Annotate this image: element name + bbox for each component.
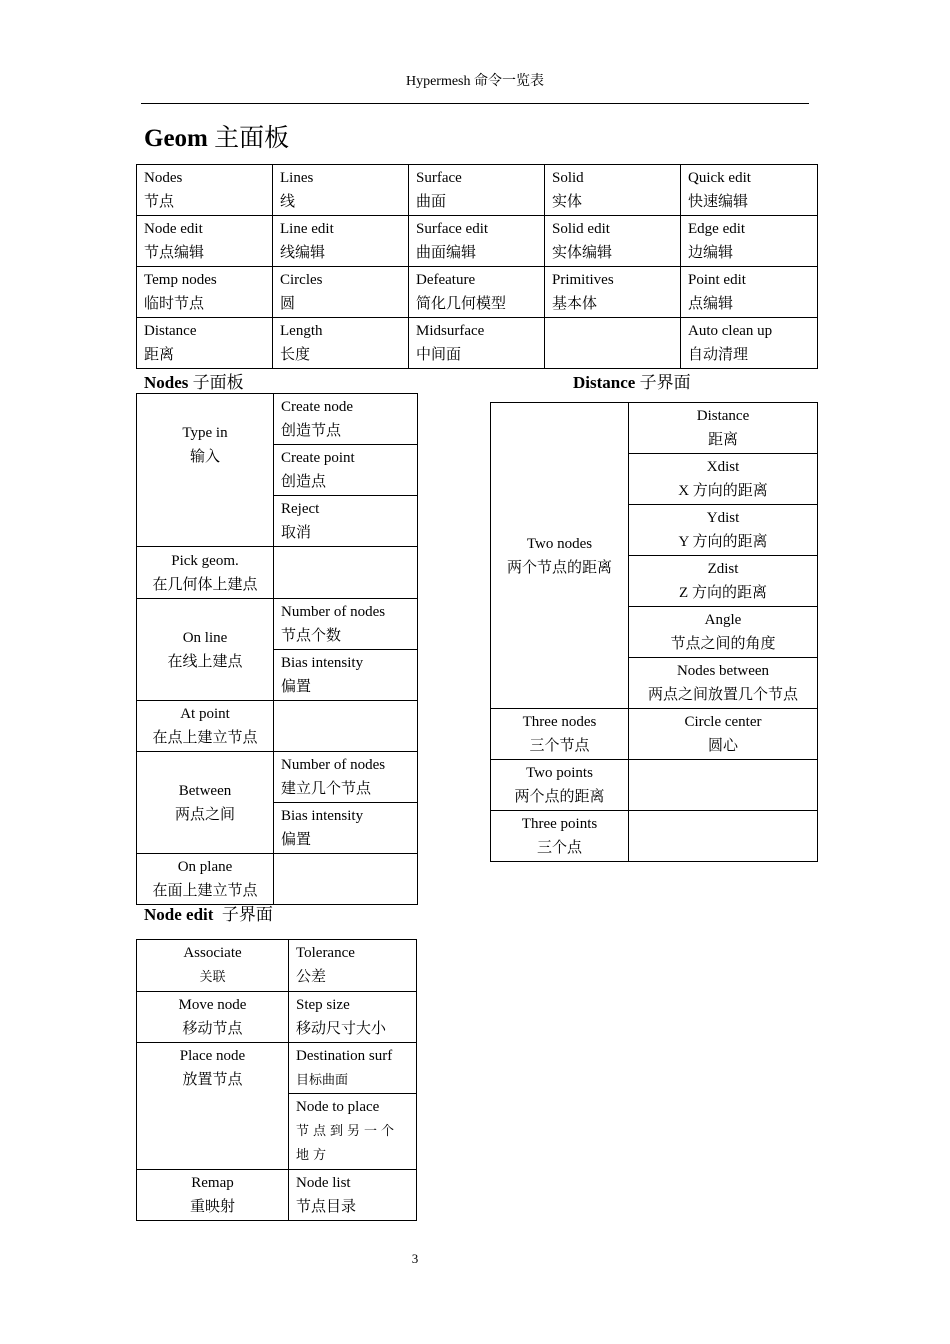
cell-text: 长度 [280, 347, 311, 363]
table-cell [289, 1094, 417, 1170]
table-cell-empty [545, 318, 681, 369]
cell-text: 重映射 [189, 1199, 235, 1215]
table-cell [273, 216, 409, 267]
table-cell [409, 267, 545, 318]
table-cell [629, 505, 818, 556]
table-cell [289, 940, 417, 992]
table-cell [137, 940, 289, 992]
nodeedit-subpanel-title-bold: Node edit [144, 905, 214, 924]
cell-text: 圆心 [707, 738, 738, 754]
table-cell [137, 165, 273, 216]
cell-text: Create point [281, 450, 355, 466]
table-cell [137, 599, 274, 701]
cell-text: On plane [177, 859, 233, 875]
cell-text: 节点 [144, 194, 175, 210]
table-cell [274, 394, 418, 445]
cell-text: 实体 [552, 194, 583, 210]
table-cell [137, 318, 273, 369]
table-cell [409, 165, 545, 216]
cell-text: 移动尺寸大小 [296, 1021, 387, 1037]
cell-text: Two points [526, 765, 593, 781]
table-cell [274, 599, 418, 650]
table-cell [137, 752, 274, 854]
page-number: 3 [411, 1251, 419, 1266]
table-cell [289, 1170, 417, 1221]
table-row [491, 811, 818, 862]
cell-text: Bias intensity [281, 655, 364, 671]
table-cell [273, 165, 409, 216]
table-cell [137, 267, 273, 318]
cell-text: 自动清理 [688, 347, 749, 363]
cell-text: 曲面 [416, 194, 447, 210]
page-title [144, 118, 289, 154]
cell-text: 关联 [199, 969, 226, 984]
cell-text: Solid [552, 170, 584, 186]
cell-text: At point [180, 706, 230, 722]
table-cell-empty [629, 760, 818, 811]
cell-text: Primitives [552, 272, 614, 288]
cell-text: 在几何体上建点 [152, 576, 258, 593]
table-cell [137, 216, 273, 267]
table-row [137, 1170, 417, 1221]
table-cell [545, 267, 681, 318]
table-cell [491, 403, 629, 709]
cell-text: Reject [281, 501, 320, 517]
table-cell [629, 709, 818, 760]
cell-text: 三个点 [536, 840, 582, 856]
cell-text: 公差 [296, 969, 327, 985]
table-row [491, 709, 818, 760]
cell-text: 快速编辑 [688, 194, 749, 210]
table-cell [629, 607, 818, 658]
table-cell [629, 454, 818, 505]
cell-text: Three nodes [522, 714, 597, 730]
table-cell [274, 445, 418, 496]
cell-text: 取消 [281, 525, 312, 541]
cell-text: Zdist [707, 561, 739, 577]
table-row [491, 760, 818, 811]
header-rule [141, 103, 809, 104]
nodes-table [136, 393, 418, 905]
table-row [137, 216, 818, 267]
cell-text: Between [178, 782, 232, 799]
cell-text: Distance [144, 323, 197, 339]
cell-text: Node edit [144, 221, 203, 237]
table-cell [409, 318, 545, 369]
cell-text: Angle [704, 612, 742, 628]
cell-text: 两点之间 [174, 806, 235, 823]
cell-text: Number of nodes [281, 604, 386, 620]
cell-text: Bias intensity [281, 808, 364, 824]
cell-text: Number of nodes [281, 757, 386, 773]
page-title-rest: 主面板 [207, 125, 290, 152]
cell-text: Circle center [684, 714, 762, 730]
table-cell [545, 216, 681, 267]
table-cell [137, 701, 274, 752]
cell-text: Defeature [416, 272, 476, 288]
cell-text: Node list [296, 1175, 351, 1191]
cell-text: Lines [280, 170, 314, 186]
table-cell [274, 803, 418, 854]
table-cell-empty [274, 701, 418, 752]
table-row [137, 267, 818, 318]
table-cell [137, 992, 289, 1043]
cell-text: 在面上建立节点 [152, 883, 258, 899]
cell-text: 偏置 [281, 679, 312, 695]
table-cell-empty [274, 547, 418, 599]
cell-text: 距离 [707, 432, 738, 448]
table-row [137, 940, 417, 992]
cell-text: Temp nodes [144, 272, 217, 288]
cell-text: Two nodes [526, 535, 593, 552]
cell-text: 边编辑 [688, 245, 734, 261]
cell-text: Distance [696, 408, 750, 424]
cell-text: Ydist [706, 510, 740, 526]
table-row [491, 403, 818, 454]
table-cell [137, 394, 274, 547]
table-row [137, 599, 418, 650]
cell-text: 距离 [144, 347, 175, 363]
page-title-bold: Geom [144, 125, 208, 152]
table-cell [491, 760, 629, 811]
table-cell [545, 165, 681, 216]
cell-text: 节点编辑 [144, 245, 205, 261]
cell-text: Y 方向的距离 [678, 534, 768, 550]
cell-text: Midsurface [416, 323, 485, 339]
cell-text: Associate [183, 945, 242, 961]
cell-text: 目标曲面 [296, 1072, 349, 1087]
cell-text: Place node [179, 1048, 246, 1064]
cell-text: 简化几何模型 [416, 296, 507, 312]
table-cell [629, 556, 818, 607]
cell-text: 线编辑 [280, 245, 326, 261]
cell-text: 建立几个节点 [281, 781, 372, 797]
cell-text: Line edit [280, 221, 334, 237]
cell-text: 中间面 [416, 347, 462, 363]
nodeedit-table [136, 939, 417, 1221]
cell-text: 圆 [280, 296, 296, 312]
cell-text: 放置节点 [182, 1072, 243, 1088]
table-cell [629, 658, 818, 709]
table-cell [273, 318, 409, 369]
table-row [137, 701, 418, 752]
table-cell [137, 1043, 289, 1170]
geom-main-table [136, 164, 818, 369]
table-cell [681, 165, 818, 216]
cell-text: Three points [521, 816, 598, 832]
cell-text: Auto clean up [688, 323, 773, 339]
table-row [137, 752, 418, 803]
cell-text: 输入 [189, 449, 220, 465]
table-row [137, 165, 818, 216]
table-cell [681, 267, 818, 318]
cell-text: Xdist [706, 459, 740, 475]
table-row [137, 547, 418, 599]
table-cell [274, 650, 418, 701]
nodes-subpanel-title-rest: 子面板 [188, 373, 244, 392]
cell-text: 线 [280, 194, 296, 210]
cell-text: 创造节点 [281, 423, 342, 439]
cell-text: On line [182, 629, 228, 646]
cell-text: 三个节点 [529, 738, 590, 754]
cell-text: 点编辑 [688, 296, 734, 312]
cell-text: 在线上建点 [167, 653, 243, 670]
page-header: Hypermesh 命令一览表 [405, 74, 545, 89]
table-cell-empty [629, 811, 818, 862]
cell-text: Surface edit [416, 221, 489, 237]
cell-text: Z 方向的距离 [679, 585, 767, 601]
table-cell [137, 854, 274, 905]
cell-text: Destination surf [296, 1048, 393, 1064]
cell-text: 节点个数 [281, 628, 342, 644]
cell-text: 节点目录 [296, 1199, 357, 1215]
nodeedit-subpanel-title-rest: 子界面 [213, 905, 273, 924]
cell-text: Nodes between [676, 663, 770, 679]
table-cell [137, 1170, 289, 1221]
nodes-subpanel-title [144, 368, 244, 393]
table-cell [274, 496, 418, 547]
table-row [137, 394, 418, 445]
table-cell [289, 992, 417, 1043]
table-row [137, 1043, 417, 1094]
cell-text: Tolerance [296, 945, 355, 961]
distance-table [490, 402, 818, 862]
cell-text: 偏置 [281, 832, 312, 848]
cell-text: Create node [281, 399, 354, 415]
cell-text: Pick geom. [171, 552, 239, 569]
cell-text: 在点上建立节点 [152, 730, 258, 746]
table-cell [681, 318, 818, 369]
cell-text: X 方向的距离 [678, 483, 768, 499]
table-cell [491, 709, 629, 760]
table-cell [491, 811, 629, 862]
table-cell [273, 267, 409, 318]
cell-text: 移动节点 [182, 1021, 243, 1037]
cell-text: 两个节点的距离 [506, 559, 612, 576]
cell-text: Surface [416, 170, 462, 186]
table-cell [409, 216, 545, 267]
distance-subpanel-title-bold: Distance [573, 373, 636, 392]
cell-text: 基本体 [552, 296, 598, 312]
cell-text: Remap [191, 1175, 234, 1191]
nodeedit-subpanel-title [144, 900, 273, 925]
cell-text: Nodes [144, 170, 183, 186]
cell-text: Type in [182, 425, 228, 441]
cell-text: 两个点的距离 [514, 789, 605, 805]
table-cell [629, 403, 818, 454]
cell-text: 临时节点 [144, 296, 205, 312]
table-cell [681, 216, 818, 267]
cell-text: Solid edit [552, 221, 610, 237]
cell-text: Quick edit [688, 170, 751, 186]
cell-text: Step size [296, 997, 350, 1013]
cell-text: Point edit [688, 272, 746, 288]
cell-text: Edge edit [688, 221, 746, 237]
table-cell [274, 752, 418, 803]
distance-subpanel-title [573, 368, 691, 393]
table-cell [137, 547, 274, 599]
cell-text: 实体编辑 [552, 245, 613, 261]
cell-text: 节点之间的角度 [670, 636, 776, 652]
cell-text: Node to place [296, 1099, 380, 1115]
table-row [137, 992, 417, 1043]
cell-text: 创造点 [281, 474, 327, 490]
nodes-subpanel-title-bold: Nodes [144, 373, 189, 392]
cell-text: 节点到另一个地方 [296, 1123, 399, 1162]
cell-text: 两点之间放置几个节点 [647, 687, 798, 703]
table-row [137, 318, 818, 369]
cell-text: Circles [280, 272, 323, 288]
table-row [137, 854, 418, 905]
table-cell [289, 1043, 417, 1094]
cell-text: Move node [178, 997, 247, 1013]
table-cell-empty [274, 854, 418, 905]
distance-subpanel-title-rest: 子界面 [635, 373, 691, 392]
cell-text: 曲面编辑 [416, 245, 477, 261]
cell-text: Length [280, 323, 323, 339]
